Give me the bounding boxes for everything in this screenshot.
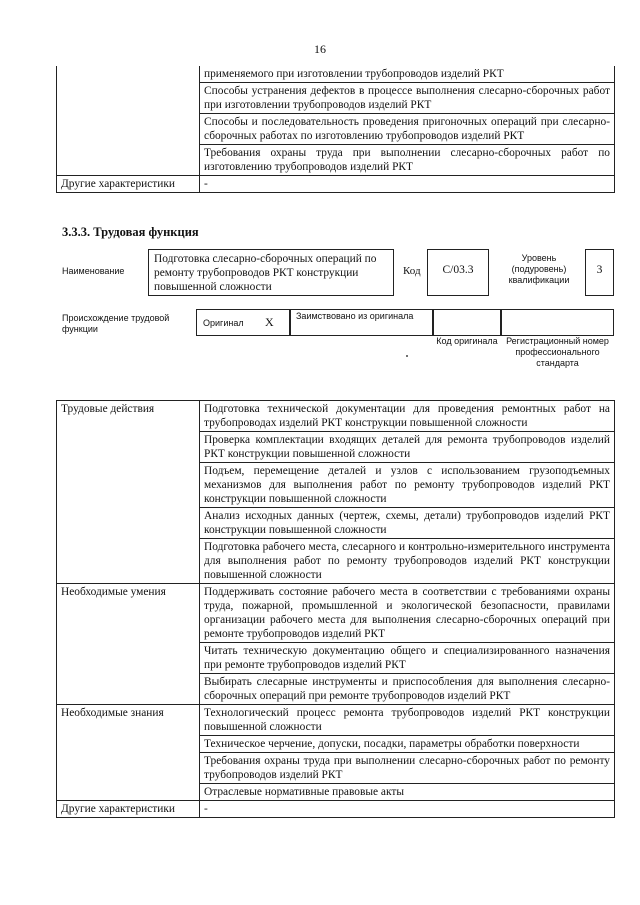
table-cell: Подготовка технической документации для проведения ремонтных работ на трубопроводах изделий РКТ конструкции повышенной сложности xyxy=(200,401,615,432)
table-cell: Отраслевые нормативные правовые акты xyxy=(200,784,615,801)
table-cell: применяемого при изготовлении трубопроводов изделий РКТ xyxy=(200,66,615,83)
page-number: 16 xyxy=(314,42,326,56)
top-table xyxy=(56,66,615,193)
table-cell: Требования охраны труда при выполнении слесарно-сборочных работ по изготовлению трубопроводов изделий РКТ xyxy=(200,145,615,176)
level-label: Уровень (подуровень) квалификации xyxy=(508,253,570,285)
table-cell: Техническое черчение, допуски, посадки, параметры обработки поверхности xyxy=(200,736,615,753)
table-row xyxy=(57,176,615,193)
name-label: Наименование xyxy=(62,266,125,276)
section-heading: 3.3.3. Трудовая функция xyxy=(62,225,199,239)
stray-dot xyxy=(406,355,408,357)
registration-number-cell xyxy=(501,309,614,336)
original-label: Оригинал xyxy=(203,318,244,328)
table-row xyxy=(57,66,615,83)
level-value: 3 xyxy=(585,249,614,296)
table-row xyxy=(57,401,615,432)
table-row xyxy=(57,801,615,818)
row-label: Другие характеристики xyxy=(57,176,200,193)
table-cell: Анализ исходных данных (чертеж, схемы, детали) трубопроводов изделий РКТ конструкции повышенной сложности xyxy=(200,508,615,539)
row-label: Другие характеристики xyxy=(57,801,200,818)
original-code-caption: Код оригинала xyxy=(436,336,498,346)
table-cell: Читать техническую документацию общего и специализированного назначения при ремонте трубопроводов изделий РКТ xyxy=(200,643,615,674)
code-label: Код xyxy=(403,265,421,277)
table-cell: Подготовка рабочего места, слесарного и контрольно-измерительного инструмента для выполнения работ по ремонту трубопроводов изделий РКТ конструкции повышенной сложности xyxy=(200,539,615,584)
row-label: Трудовые действия xyxy=(57,401,200,584)
table-cell: Подъем, перемещение деталей и узлов с использованием грузоподъемных механизмов для выполнения работ по ремонту трубопроводов изделий РКТ конструкции повышенной сложности xyxy=(200,463,615,508)
registration-number-caption: Регистрационный номер профессионального стандарта xyxy=(506,336,609,368)
table-row xyxy=(57,584,615,643)
table-cell: Способы устранения дефектов в процессе выполнения слесарно-сборочных работ при изготовлении трубопроводов изделий РКТ xyxy=(200,83,615,114)
table-cell: Выбирать слесарные инструменты и приспособления для выполнения слесарно-сборочных операций при ремонте трубопроводов изделий РКТ xyxy=(200,674,615,705)
table-cell: - xyxy=(200,801,615,818)
table-cell: Технологический процесс ремонта трубопроводов изделий РКТ конструкции повышенной сложности xyxy=(200,705,615,736)
original-cell xyxy=(196,309,290,336)
labor-function-table xyxy=(56,400,615,818)
name-value: Подготовка слесарно-сборочных операций по ремонту трубопроводов РКТ конструкции повышенной сложности xyxy=(148,249,394,296)
borrowed-label: Заимствовано из оригинала xyxy=(290,309,433,336)
row-label: Необходимые умения xyxy=(57,584,200,705)
code-value: С/03.3 xyxy=(427,249,489,296)
table-row xyxy=(57,705,615,736)
row-label xyxy=(57,66,200,176)
original-mark: X xyxy=(265,315,274,329)
table-cell: Поддерживать состояние рабочего места в соответствии с требованиями охраны труда, пожарной, промышленной и экологической безопасности, правилами организации рабочего места для выполнения слесарно-сборочных операций при ремонте трубопроводов изделий РКТ xyxy=(200,584,615,643)
table-cell: Способы и последовательность проведения пригоночных операций при слесарно-сборочных работах по изготовлению трубопроводов изделий РКТ xyxy=(200,114,615,145)
table-cell: - xyxy=(200,176,615,193)
table-cell: Проверка комплектации входящих деталей для ремонта трубопроводов изделий РКТ конструкции повышенной сложности xyxy=(200,432,615,463)
table-cell: Требования охраны труда при выполнении слесарно-сборочных работ по ремонту трубопроводов изделий РКТ xyxy=(200,753,615,784)
original-code-cell xyxy=(433,309,501,336)
row-label: Необходимые знания xyxy=(57,705,200,801)
origin-label: Происхождение трудовой функции xyxy=(62,313,170,334)
